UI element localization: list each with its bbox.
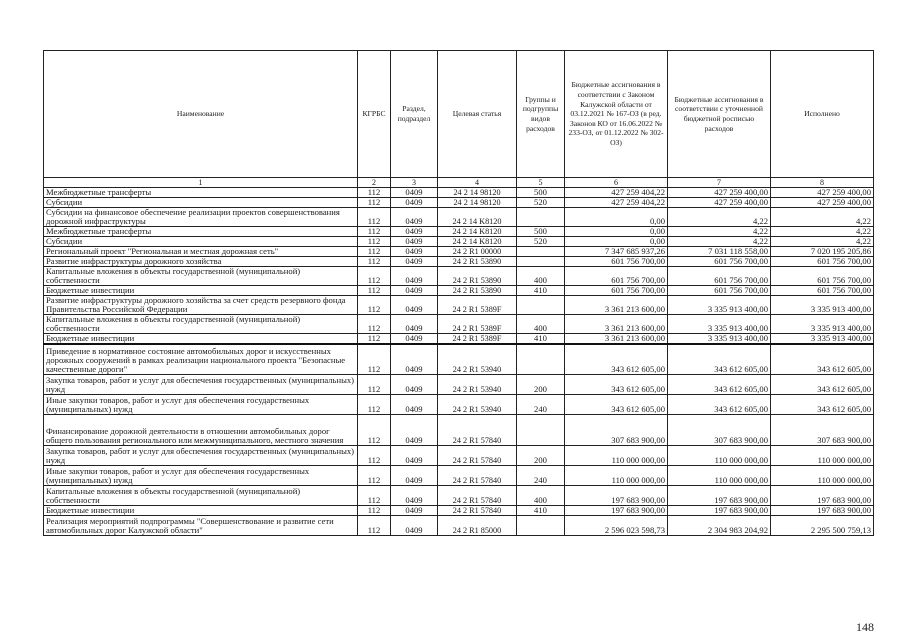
row-razdel: 0409 xyxy=(391,445,438,465)
row-budget-law: 601 756 700,00 xyxy=(565,257,668,267)
row-name: Субсидии xyxy=(44,237,358,247)
row-target: 24 2 14 98120 xyxy=(438,188,517,198)
row-target: 24 2 R1 53940 xyxy=(438,374,517,394)
col-number: 5 xyxy=(517,178,565,188)
header-name: Наименование xyxy=(44,51,358,178)
page-number: 148 xyxy=(856,620,874,634)
table-row xyxy=(44,296,874,315)
col-number: 6 xyxy=(565,178,668,188)
row-name: Развитие инфраструктуры дорожного хозяйства за счет средств резервного фонда Правительства Российской Федерации xyxy=(44,296,358,315)
row-kgrbs: 112 xyxy=(358,227,391,237)
row-group xyxy=(517,257,565,267)
row-kgrbs: 112 xyxy=(358,485,391,505)
row-kgrbs: 112 xyxy=(358,334,391,345)
row-executed: 2 295 500 759,13 xyxy=(771,515,874,535)
row-kgrbs: 112 xyxy=(358,445,391,465)
row-group xyxy=(517,515,565,535)
row-budget-refined: 7 031 118 558,00 xyxy=(668,247,771,257)
header-budget-refined: Бюджетные ассигнования в соответствии с уточненной бюджетной росписью расходов xyxy=(668,51,771,178)
row-budget-law: 110 000 000,00 xyxy=(565,465,668,485)
row-budget-law: 343 612 605,00 xyxy=(565,344,668,374)
row-executed: 3 335 913 400,00 xyxy=(771,315,874,334)
header-groups: Группы и подгруппы видов расходов xyxy=(517,51,565,178)
row-kgrbs: 112 xyxy=(358,505,391,515)
row-target: 24 2 14 98120 xyxy=(438,198,517,208)
table-row xyxy=(44,505,874,515)
row-group xyxy=(517,296,565,315)
row-budget-law: 0,00 xyxy=(565,227,668,237)
row-target: 24 2 R1 53940 xyxy=(438,394,517,414)
row-budget-refined: 2 304 983 204,92 xyxy=(668,515,771,535)
col-number: 7 xyxy=(668,178,771,188)
row-budget-law: 343 612 605,00 xyxy=(565,374,668,394)
row-budget-refined: 197 683 900,00 xyxy=(668,505,771,515)
row-target: 24 2 R1 85000 xyxy=(438,515,517,535)
row-razdel: 0409 xyxy=(391,334,438,345)
row-group: 500 xyxy=(517,188,565,198)
row-executed: 197 683 900,00 xyxy=(771,485,874,505)
row-budget-refined: 3 335 913 400,00 xyxy=(668,315,771,334)
row-name: Закупка товаров, работ и услуг для обеспечения государственных (муниципальных) нужд xyxy=(44,374,358,394)
row-budget-refined: 4,22 xyxy=(668,208,771,227)
row-executed: 3 335 913 400,00 xyxy=(771,334,874,345)
row-budget-refined: 110 000 000,00 xyxy=(668,465,771,485)
row-executed: 601 756 700,00 xyxy=(771,267,874,286)
row-executed: 110 000 000,00 xyxy=(771,445,874,465)
row-budget-refined: 197 683 900,00 xyxy=(668,485,771,505)
row-name: Приведение в нормативное состояние автомобильных дорог и искусственных дорожных сооружений в рамках реализации национального проекта "Безопасные качественные дороги" xyxy=(44,344,358,374)
row-razdel: 0409 xyxy=(391,188,438,198)
row-name: Субсидии на финансовое обеспечение реализации проектов совершенствования дорожной инфраструктуры xyxy=(44,208,358,227)
col-number: 2 xyxy=(358,178,391,188)
table-row xyxy=(44,485,874,505)
row-kgrbs: 112 xyxy=(358,515,391,535)
row-budget-law: 2 596 023 598,73 xyxy=(565,515,668,535)
row-target: 24 2 R1 5389F xyxy=(438,315,517,334)
table-row xyxy=(44,188,874,198)
row-name: Закупка товаров, работ и услуг для обеспечения государственных (муниципальных) нужд xyxy=(44,445,358,465)
row-razdel: 0409 xyxy=(391,198,438,208)
row-razdel: 0409 xyxy=(391,344,438,374)
header-razdel: Раздел, подраздел xyxy=(391,51,438,178)
row-kgrbs: 112 xyxy=(358,374,391,394)
header-target: Целевая статья xyxy=(438,51,517,178)
row-budget-refined: 307 683 900,00 xyxy=(668,414,771,445)
table-row xyxy=(44,445,874,465)
row-target: 24 2 14 K8120 xyxy=(438,237,517,247)
table-header-row xyxy=(44,51,874,178)
row-executed: 3 335 913 400,00 xyxy=(771,296,874,315)
row-name: Межбюджетные трансферты xyxy=(44,227,358,237)
row-razdel: 0409 xyxy=(391,394,438,414)
row-kgrbs: 112 xyxy=(358,257,391,267)
row-target: 24 2 R1 57840 xyxy=(438,505,517,515)
row-budget-refined: 4,22 xyxy=(668,237,771,247)
row-kgrbs: 112 xyxy=(358,198,391,208)
row-group: 410 xyxy=(517,286,565,296)
header-budget-law: Бюджетные ассигнования в соответствии с Законом Калужской области от 03.12.2021 № 167-ОЗ (в ред. Законов КО от 16.06.2022 № 233-ОЗ, от 01.12.2022 № 302-ОЗ) xyxy=(565,51,668,178)
row-group: 400 xyxy=(517,485,565,505)
row-kgrbs: 112 xyxy=(358,237,391,247)
row-kgrbs: 112 xyxy=(358,296,391,315)
row-executed: 343 612 605,00 xyxy=(771,374,874,394)
row-name: Капитальные вложения в объекты государственной (муниципальной) собственности xyxy=(44,315,358,334)
row-target: 24 2 14 K8120 xyxy=(438,208,517,227)
row-name: Бюджетные инвестиции xyxy=(44,505,358,515)
row-executed: 427 259 400,00 xyxy=(771,188,874,198)
column-number-row xyxy=(44,178,874,188)
row-group: 200 xyxy=(517,374,565,394)
row-budget-refined: 3 335 913 400,00 xyxy=(668,296,771,315)
table-row xyxy=(44,208,874,227)
row-target: 24 2 R1 5389F xyxy=(438,334,517,345)
row-executed: 197 683 900,00 xyxy=(771,505,874,515)
table-row xyxy=(44,465,874,485)
row-executed: 4,22 xyxy=(771,237,874,247)
row-target: 24 2 R1 57840 xyxy=(438,465,517,485)
row-name: Иные закупки товаров, работ и услуг для обеспечения государственных (муниципальных) нужд xyxy=(44,394,358,414)
row-target: 24 2 14 K8120 xyxy=(438,227,517,237)
row-group: 200 xyxy=(517,445,565,465)
row-budget-law: 0,00 xyxy=(565,208,668,227)
row-razdel: 0409 xyxy=(391,257,438,267)
row-target: 24 2 R1 53890 xyxy=(438,286,517,296)
table-row xyxy=(44,267,874,286)
row-name: Бюджетные инвестиции xyxy=(44,334,358,345)
table-row xyxy=(44,237,874,247)
row-razdel: 0409 xyxy=(391,414,438,445)
row-group: 500 xyxy=(517,227,565,237)
row-kgrbs: 112 xyxy=(358,394,391,414)
row-razdel: 0409 xyxy=(391,286,438,296)
row-razdel: 0409 xyxy=(391,208,438,227)
row-executed: 307 683 900,00 xyxy=(771,414,874,445)
row-budget-law: 427 259 404,22 xyxy=(565,188,668,198)
row-group: 240 xyxy=(517,465,565,485)
row-executed: 110 000 000,00 xyxy=(771,465,874,485)
row-budget-refined: 343 612 605,00 xyxy=(668,394,771,414)
col-number: 1 xyxy=(44,178,358,188)
budget-table-sheet xyxy=(43,50,873,536)
row-kgrbs: 112 xyxy=(358,315,391,334)
row-target: 24 2 R1 5389F xyxy=(438,296,517,315)
row-kgrbs: 112 xyxy=(358,188,391,198)
row-budget-refined: 343 612 605,00 xyxy=(668,344,771,374)
table-row xyxy=(44,515,874,535)
budget-execution-table xyxy=(43,50,874,536)
row-executed: 343 612 605,00 xyxy=(771,394,874,414)
row-name: Иные закупки товаров, работ и услуг для обеспечения государственных (муниципальных) нужд xyxy=(44,465,358,485)
table-row xyxy=(44,394,874,414)
row-group: 520 xyxy=(517,237,565,247)
col-number: 8 xyxy=(771,178,874,188)
row-group xyxy=(517,414,565,445)
row-name: Субсидии xyxy=(44,198,358,208)
row-executed: 601 756 700,00 xyxy=(771,286,874,296)
row-name: Региональный проект "Региональная и местная дорожная сеть" xyxy=(44,247,358,257)
row-name: Бюджетные инвестиции xyxy=(44,286,358,296)
row-budget-law: 343 612 605,00 xyxy=(565,394,668,414)
row-budget-law: 3 361 213 600,00 xyxy=(565,296,668,315)
col-number: 4 xyxy=(438,178,517,188)
row-executed: 4,22 xyxy=(771,208,874,227)
row-razdel: 0409 xyxy=(391,237,438,247)
row-razdel: 0409 xyxy=(391,515,438,535)
row-budget-refined: 427 259 400,00 xyxy=(668,198,771,208)
row-executed: 343 612 605,00 xyxy=(771,344,874,374)
table-body xyxy=(44,188,874,536)
row-razdel: 0409 xyxy=(391,227,438,237)
row-budget-law: 601 756 700,00 xyxy=(565,267,668,286)
table-row xyxy=(44,257,874,267)
row-kgrbs: 112 xyxy=(358,267,391,286)
table-row xyxy=(44,247,874,257)
table-row xyxy=(44,286,874,296)
row-budget-refined: 3 335 913 400,00 xyxy=(668,334,771,345)
row-target: 24 2 R1 53890 xyxy=(438,257,517,267)
row-name: Финансирование дорожной деятельности в отношении автомобильных дорог общего пользования регионального или межмуниципального, местного значения xyxy=(44,414,358,445)
row-budget-law: 197 683 900,00 xyxy=(565,485,668,505)
row-razdel: 0409 xyxy=(391,374,438,394)
row-budget-refined: 427 259 400,00 xyxy=(668,188,771,198)
table-row xyxy=(44,334,874,345)
row-budget-law: 197 683 900,00 xyxy=(565,505,668,515)
row-razdel: 0409 xyxy=(391,247,438,257)
row-executed: 4,22 xyxy=(771,227,874,237)
row-group: 400 xyxy=(517,267,565,286)
row-budget-law: 3 361 213 600,00 xyxy=(565,315,668,334)
row-group xyxy=(517,247,565,257)
row-executed: 427 259 400,00 xyxy=(771,198,874,208)
table-row xyxy=(44,227,874,237)
row-group: 410 xyxy=(517,505,565,515)
row-group: 520 xyxy=(517,198,565,208)
table-row xyxy=(44,414,874,445)
row-kgrbs: 112 xyxy=(358,414,391,445)
row-razdel: 0409 xyxy=(391,485,438,505)
row-target: 24 2 R1 57840 xyxy=(438,485,517,505)
row-group xyxy=(517,344,565,374)
row-name: Капитальные вложения в объекты государственной (муниципальной) собственности xyxy=(44,267,358,286)
row-razdel: 0409 xyxy=(391,465,438,485)
header-kgrbs: КГРБС xyxy=(358,51,391,178)
row-kgrbs: 112 xyxy=(358,465,391,485)
table-row xyxy=(44,344,874,374)
row-kgrbs: 112 xyxy=(358,247,391,257)
row-target: 24 2 R1 53940 xyxy=(438,344,517,374)
row-budget-refined: 601 756 700,00 xyxy=(668,286,771,296)
row-name: Развитие инфраструктуры дорожного хозяйства xyxy=(44,257,358,267)
row-target: 24 2 R1 57840 xyxy=(438,445,517,465)
table-row xyxy=(44,374,874,394)
row-group: 240 xyxy=(517,394,565,414)
row-budget-refined: 601 756 700,00 xyxy=(668,257,771,267)
row-razdel: 0409 xyxy=(391,267,438,286)
table-row xyxy=(44,198,874,208)
row-name: Реализация мероприятий подпрограммы "Совершенствование и развитие сети автомобильных дорог Калужской области" xyxy=(44,515,358,535)
row-budget-law: 307 683 900,00 xyxy=(565,414,668,445)
row-budget-refined: 601 756 700,00 xyxy=(668,267,771,286)
row-razdel: 0409 xyxy=(391,315,438,334)
row-target: 24 2 R1 57840 xyxy=(438,414,517,445)
row-group: 400 xyxy=(517,315,565,334)
row-executed: 601 756 700,00 xyxy=(771,257,874,267)
row-razdel: 0409 xyxy=(391,296,438,315)
row-kgrbs: 112 xyxy=(358,286,391,296)
row-target: 24 2 R1 53890 xyxy=(438,267,517,286)
col-number: 3 xyxy=(391,178,438,188)
row-budget-law: 0,00 xyxy=(565,237,668,247)
row-budget-law: 427 259 404,22 xyxy=(565,198,668,208)
row-budget-law: 601 756 700,00 xyxy=(565,286,668,296)
row-budget-law: 7 347 685 937,26 xyxy=(565,247,668,257)
row-budget-refined: 4,22 xyxy=(668,227,771,237)
row-name: Межбюджетные трансферты xyxy=(44,188,358,198)
row-budget-law: 110 000 000,00 xyxy=(565,445,668,465)
row-budget-refined: 110 000 000,00 xyxy=(668,445,771,465)
table-row xyxy=(44,315,874,334)
row-name: Капитальные вложения в объекты государственной (муниципальной) собственности xyxy=(44,485,358,505)
row-razdel: 0409 xyxy=(391,505,438,515)
header-executed: Исполнено xyxy=(771,51,874,178)
row-target: 24 2 R1 00000 xyxy=(438,247,517,257)
row-kgrbs: 112 xyxy=(358,208,391,227)
row-budget-law: 3 361 213 600,00 xyxy=(565,334,668,345)
row-budget-refined: 343 612 605,00 xyxy=(668,374,771,394)
row-group: 410 xyxy=(517,334,565,345)
row-group xyxy=(517,208,565,227)
row-executed: 7 020 195 205,86 xyxy=(771,247,874,257)
row-kgrbs: 112 xyxy=(358,344,391,374)
